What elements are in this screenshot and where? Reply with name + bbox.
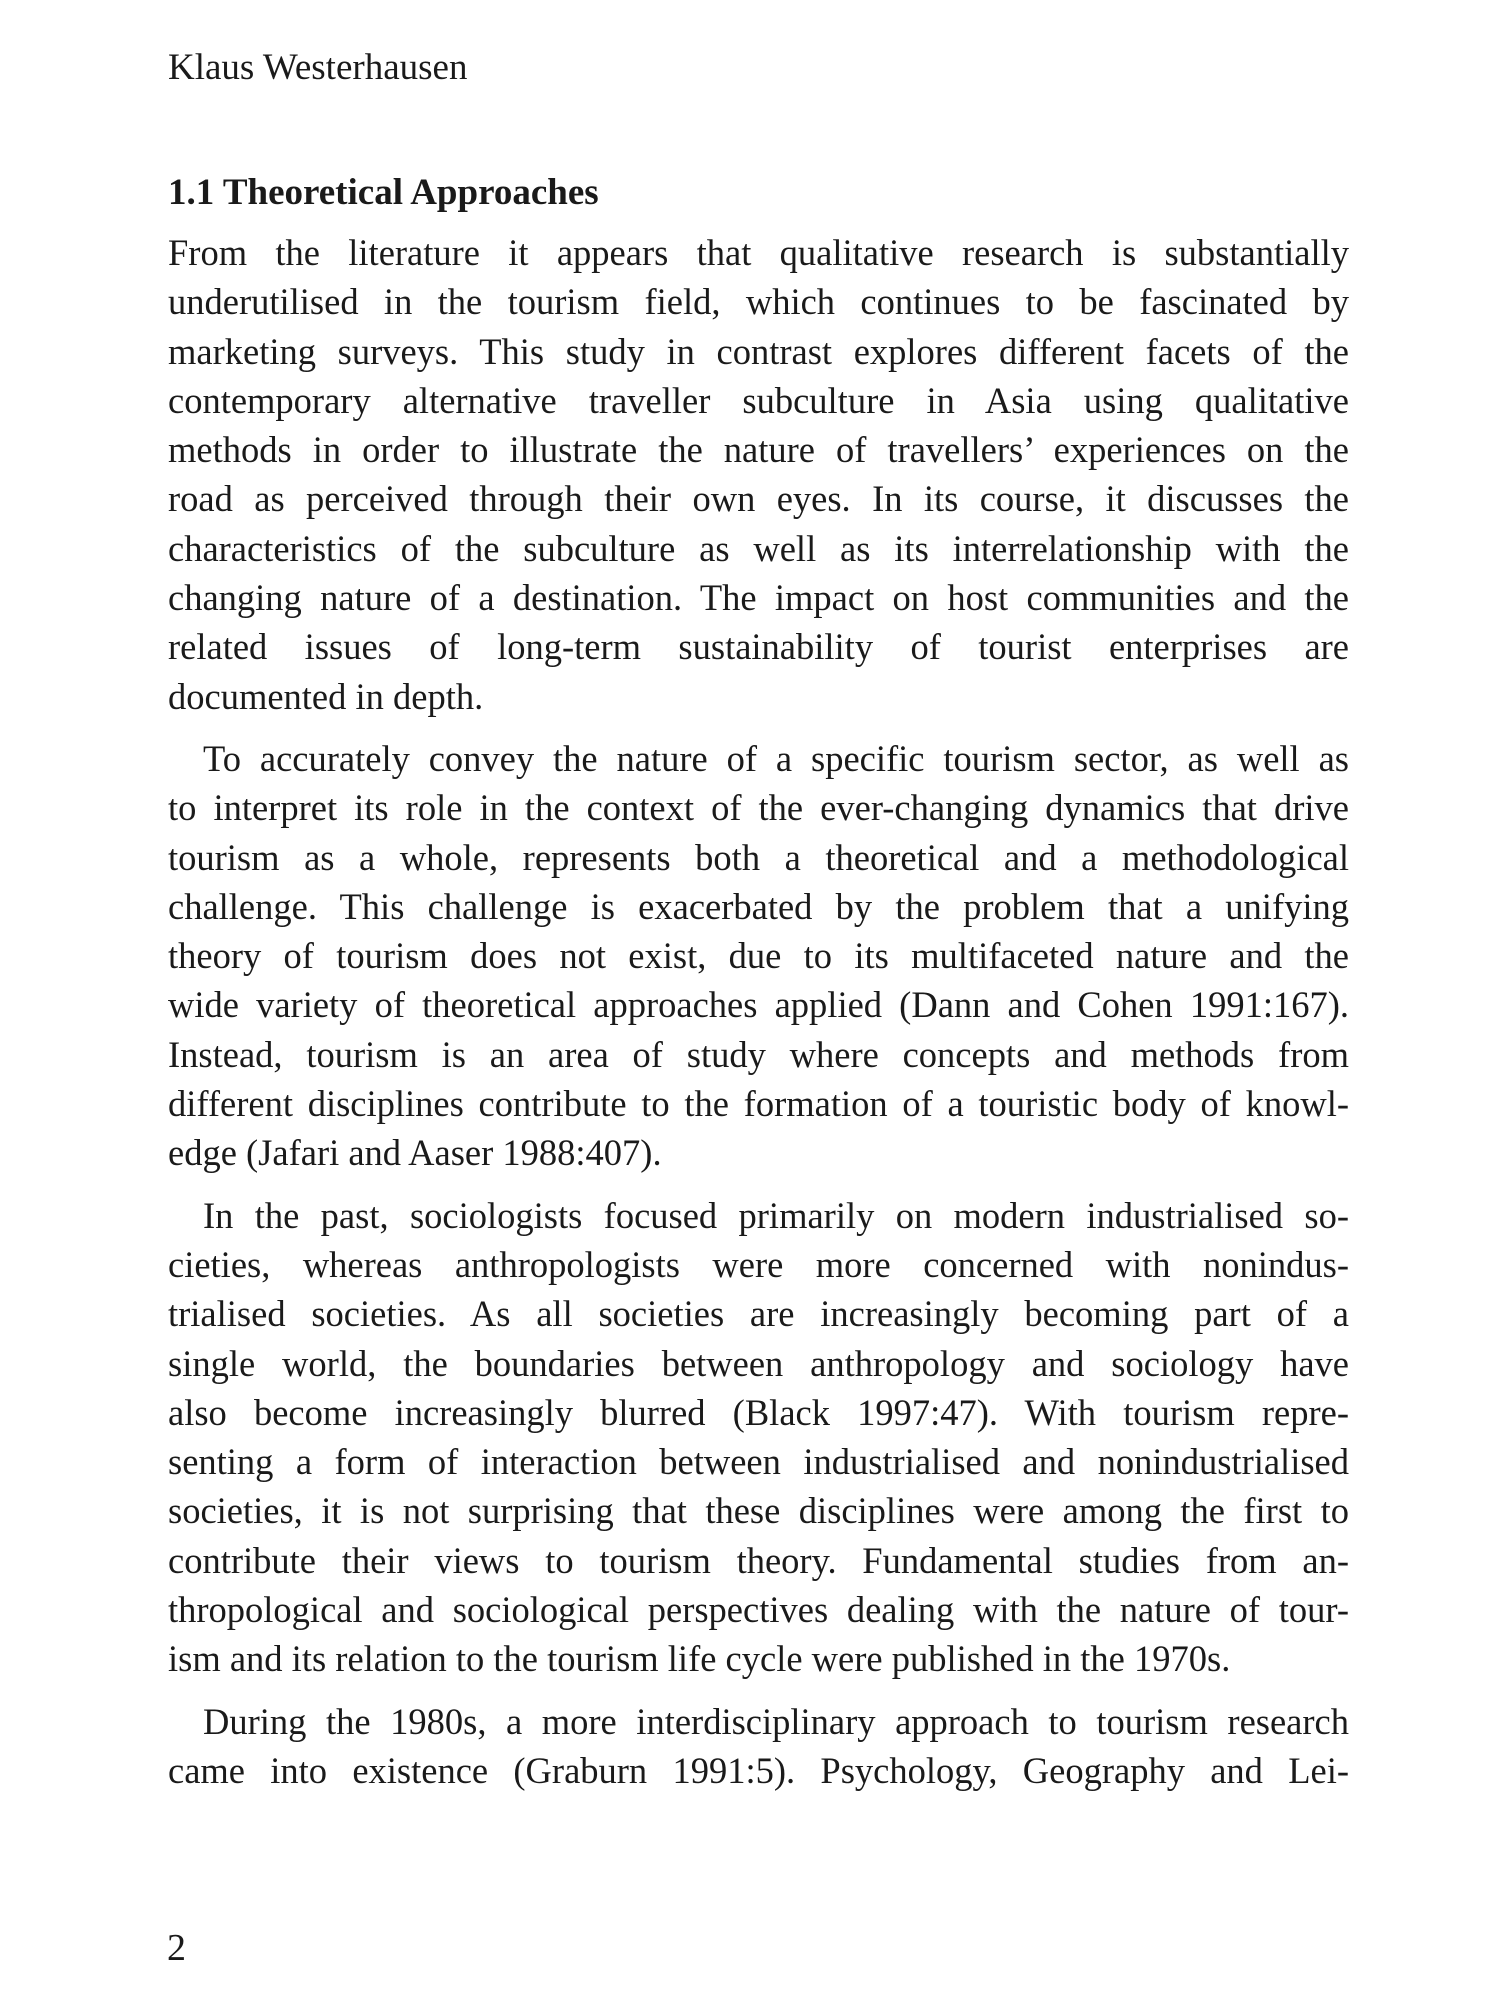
text-line: also become increasingly blurred (Black 1997:47). With tourism repre- [168,1391,1349,1433]
paragraph [168,734,1349,1178]
text-line: methods in order to illustrate the nature of travellers’ experiences on the [168,429,1349,471]
text-line: documented in depth. [168,675,484,717]
text-line: theory of tourism does not exist, due to its multifaceted nature and the [168,935,1349,977]
text-line: marketing surveys. This study in contrast explores different facets of the [168,330,1349,372]
paragraph [168,1191,1349,1684]
text-line: ism and its relation to the tourism life cycle were published in the 1970s. [168,1638,1231,1680]
text-line: challenge. This challenge is exacerbated by the problem that a unifying [168,885,1349,927]
text-line: road as perceived through their own eyes. In its course, it discusses the [168,478,1349,520]
text-line: edge (Jafari and Aaser 1988:407). [168,1132,662,1174]
text-line: related issues of long-term sustainability of tourist enterprises are [168,626,1349,668]
text-line: trialised societies. As all societies are increasingly becoming part of a [168,1293,1349,1335]
text-line: thropological and sociological perspectives dealing with the nature of tour- [168,1589,1349,1631]
text-line: In the past, sociologists focused primarily on modern industrialised so- [203,1194,1349,1236]
body-text [168,228,1349,1808]
text-line: changing nature of a destination. The impact on host communities and the [168,577,1349,619]
text-line: single world, the boundaries between anthropology and sociology have [168,1342,1349,1384]
running-head-author: Klaus Westerhausen [168,47,468,88]
paragraph [168,1697,1349,1796]
text-line: contribute their views to tourism theory. Fundamental studies from an- [168,1539,1349,1581]
text-line: different disciplines contribute to the formation of a touristic body of knowl- [168,1083,1349,1125]
text-line: tourism as a whole, represents both a theoretical and a methodological [168,836,1349,878]
text-line: cieties, whereas anthropologists were more concerned with nonindus- [168,1243,1349,1285]
text-line: contemporary alternative traveller subculture in Asia using qualitative [168,379,1349,421]
page-number: 2 [167,1927,186,1969]
text-line: to interpret its role in the context of the ever-changing dynamics that drive [168,787,1349,829]
text-line: During the 1980s, a more interdisciplinary approach to tourism research [203,1700,1349,1742]
paragraph [168,228,1349,721]
text-line: From the literature it appears that qualitative research is substantially [168,232,1349,273]
text-line: societies, it is not surprising that these disciplines were among the first to [168,1490,1349,1532]
text-line: underutilised in the tourism field, which continues to be fascinated by [168,281,1349,323]
text-line: came into existence (Graburn 1991:5). Psychology, Geography and Lei- [168,1749,1349,1791]
section-heading: 1.1 Theoretical Approaches [168,172,599,213]
text-line: wide variety of theoretical approaches applied (Dann and Cohen 1991:167). [168,984,1349,1026]
text-line: characteristics of the subculture as well as its interrelationship with the [168,527,1349,569]
text-line: To accurately convey the nature of a specific tourism sector, as well as [203,737,1349,779]
text-line: Instead, tourism is an area of study where concepts and methods from [168,1033,1349,1075]
text-line: senting a form of interaction between industrialised and nonindustrialised [168,1441,1349,1483]
